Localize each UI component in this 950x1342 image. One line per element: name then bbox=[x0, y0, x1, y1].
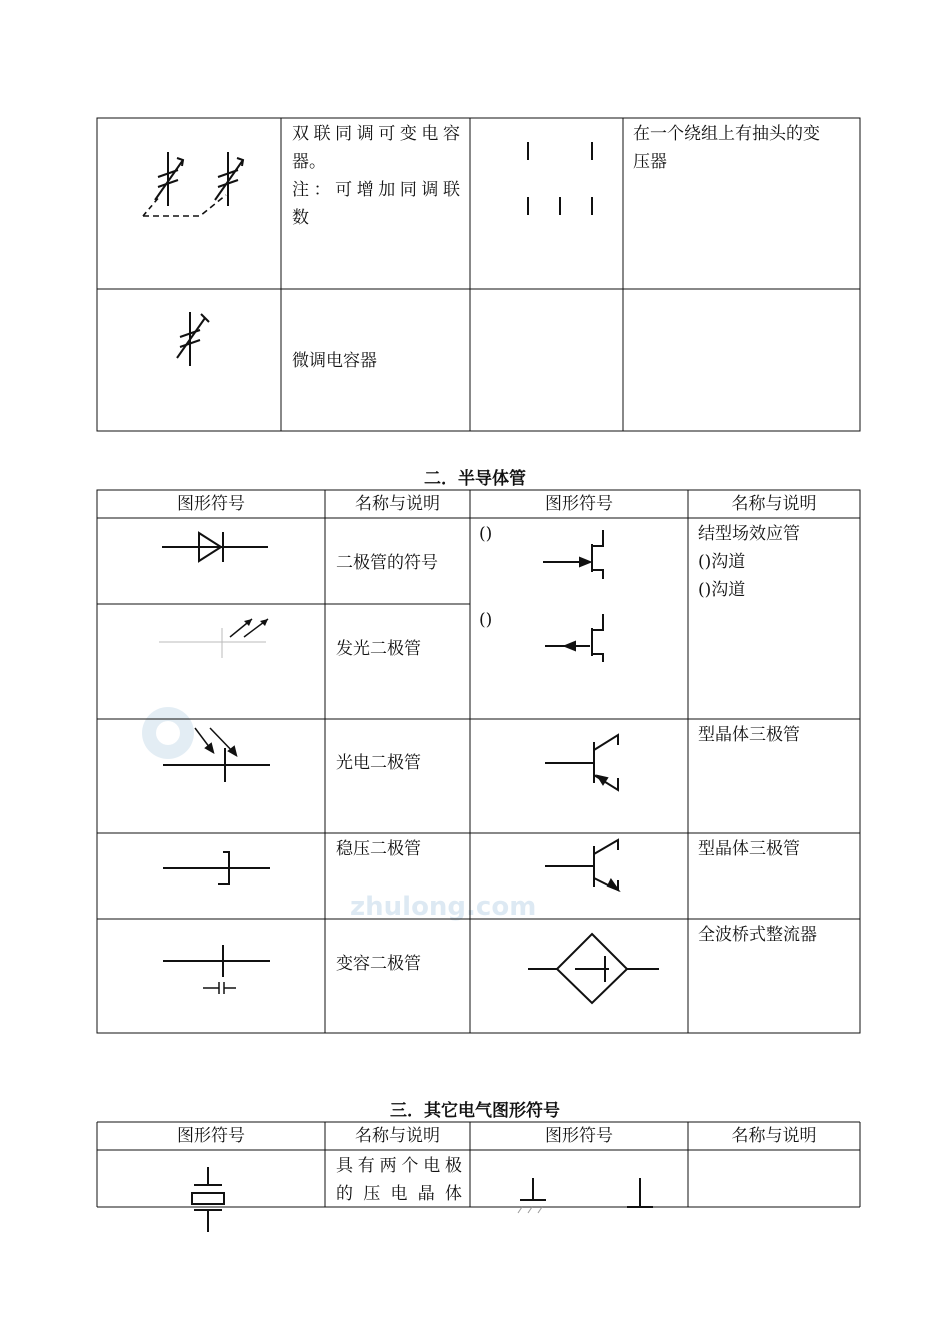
section3-title: 三．其它电气图形符号 bbox=[390, 1101, 560, 1121]
jfet-n-channel-icon bbox=[543, 530, 603, 579]
t2-header-symbol-left: 图形符号 bbox=[177, 494, 245, 514]
npn-transistor-icon bbox=[545, 840, 618, 890]
t3-header-symbol-right: 图形符号 bbox=[545, 1126, 613, 1146]
chassis-ground-icon bbox=[627, 1178, 653, 1207]
jfet-p-channel-icon bbox=[545, 614, 603, 662]
t3-header-symbol-left: 图形符号 bbox=[177, 1126, 245, 1146]
jfet-paren-2: () bbox=[479, 610, 493, 630]
varactor-name: 变容二极管 bbox=[336, 954, 421, 974]
watermark-logo bbox=[142, 707, 194, 759]
pnp-name: 型晶体三极管 bbox=[698, 725, 800, 745]
dual-variable-capacitor-icon bbox=[143, 152, 243, 216]
zener-diode-icon bbox=[163, 852, 270, 884]
npn-name: 型晶体三极管 bbox=[698, 839, 800, 859]
t2-header-name-right: 名称与说明 bbox=[731, 494, 817, 514]
t2-header-name-left: 名称与说明 bbox=[355, 494, 440, 514]
trimmer-capacitor-icon bbox=[177, 312, 209, 366]
t3-header-name-right: 名称与说明 bbox=[731, 1126, 817, 1146]
diode-icon bbox=[162, 532, 268, 562]
varactor-diode-icon bbox=[163, 945, 270, 994]
trimmer-capacitor-desc: 微调电容器 bbox=[292, 351, 377, 371]
led-name: 发光二极管 bbox=[336, 639, 421, 659]
jfet-paren-1: () bbox=[479, 524, 493, 544]
zener-name: 稳压二极管 bbox=[336, 839, 421, 859]
section2-title: 二．半导体管 bbox=[424, 469, 526, 489]
jfet-name: 结型场效应管 ()沟道 ()沟道 bbox=[698, 524, 800, 600]
diode-name: 二极管的符号 bbox=[336, 553, 438, 573]
tapped-transformer-desc: 在一个绕组上有抽头的变 压器 bbox=[633, 124, 820, 172]
t3-header-name-left: 名称与说明 bbox=[355, 1126, 440, 1146]
piezo-crystal-icon bbox=[192, 1167, 224, 1232]
bridge-rectifier-icon bbox=[528, 934, 659, 1003]
t2-header-symbol-right: 图形符号 bbox=[545, 494, 613, 514]
bridge-rectifier-name: 全波桥式整流器 bbox=[698, 925, 817, 945]
ground-icon bbox=[518, 1178, 546, 1213]
dual-capacitor-desc: 双联同调可变电容 器。 注：可增加同调联 数 bbox=[292, 124, 460, 228]
watermark-text: zhulong.com bbox=[350, 892, 537, 922]
pnp-transistor-icon bbox=[545, 735, 618, 790]
led-icon bbox=[159, 619, 268, 658]
tapped-transformer-icon bbox=[528, 142, 592, 215]
piezo-crystal-desc: 具有两个电极 的压电晶体 bbox=[336, 1156, 462, 1204]
photodiode-name: 光电二极管 bbox=[336, 753, 421, 773]
